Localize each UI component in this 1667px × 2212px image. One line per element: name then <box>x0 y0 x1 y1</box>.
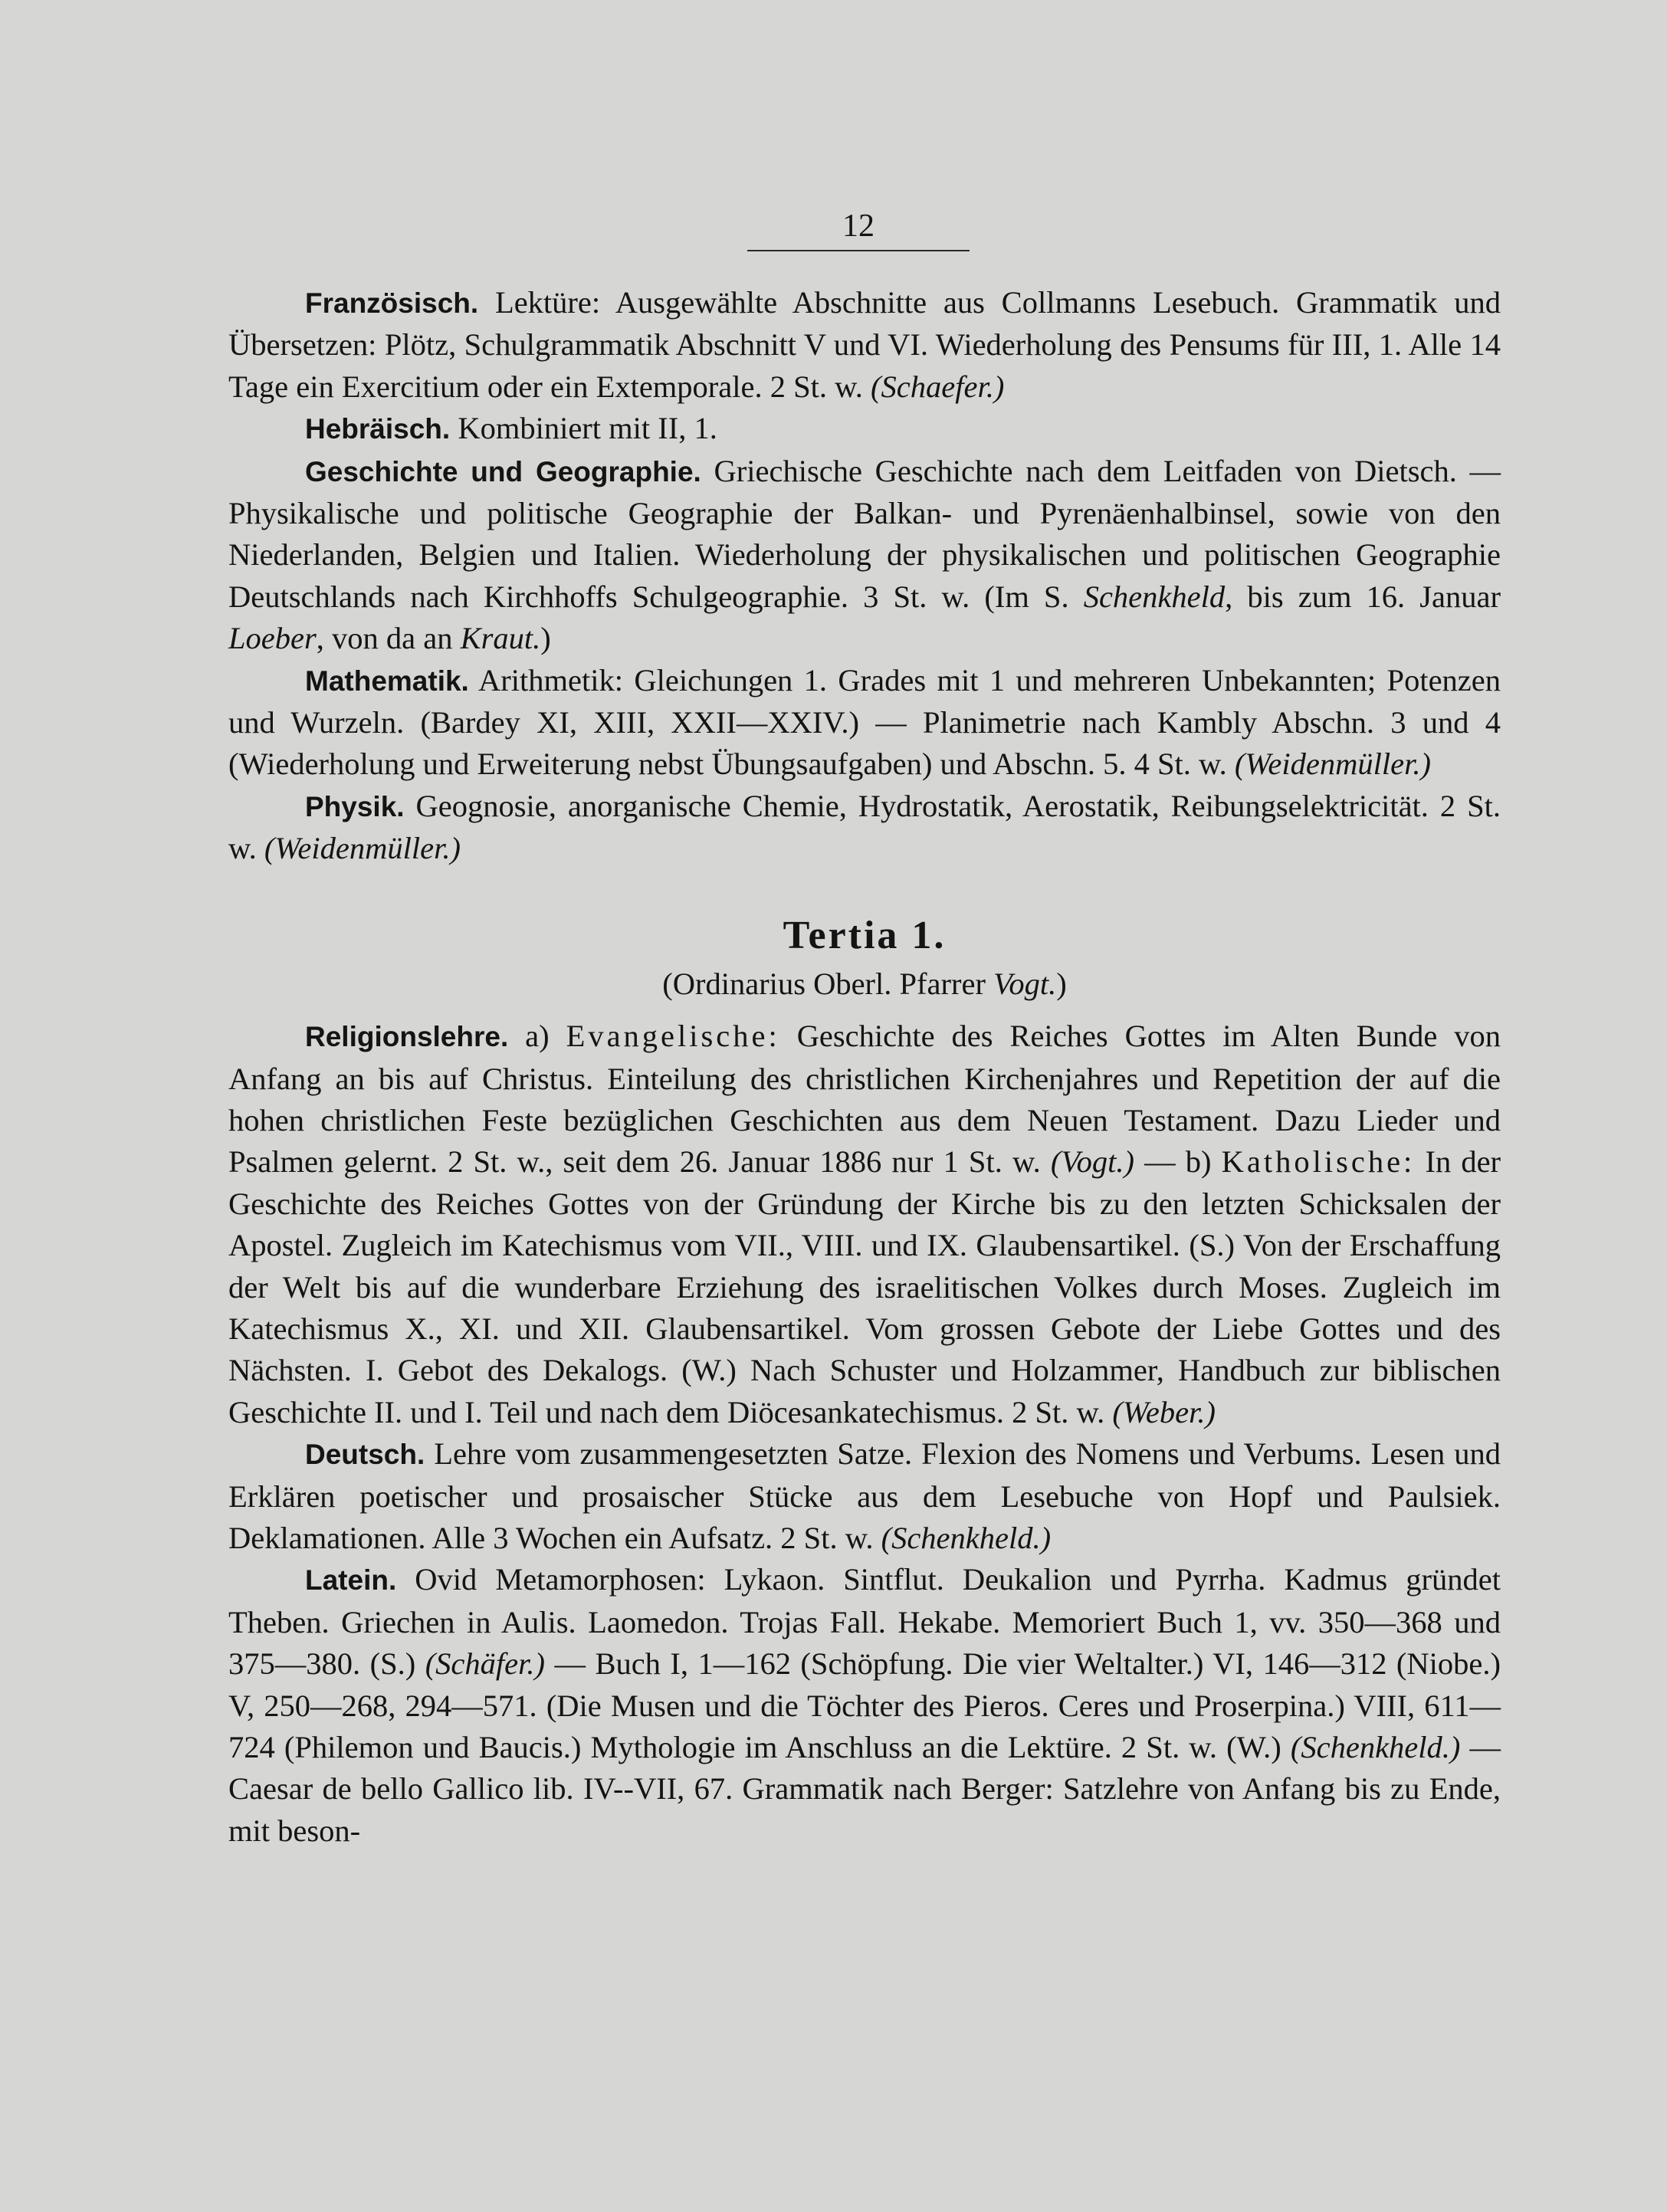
header-rule <box>747 250 970 251</box>
paragraph-mathematik <box>228 660 1501 786</box>
section-title: Tertia 1. <box>783 913 947 957</box>
teacher-name: (Weber.) <box>1112 1394 1216 1429</box>
body-text <box>228 282 1501 1852</box>
teacher-name: Vogt. <box>993 966 1057 1001</box>
paragraph-text: , von da an <box>316 621 453 656</box>
paragraph-text: , bis zum 16. Januar <box>1225 579 1501 614</box>
subject-heading: Physik. <box>305 790 405 822</box>
paragraph-deutsch <box>228 1433 1501 1559</box>
paragraph-text: a) <box>525 1019 550 1054</box>
paragraph-text: — Buch I, 1—162 (Schöpfung. Die vier Weltalter.) VI, 146—312 (Niobe.) V, 250—268, 294—571. (Die Musen und die Töchter des Pieros. Ceres und Proserpina.) VIII, 611—724 (Philemon und Baucis.) Mythologie im Anschluss an die Lektüre. 2 St. w. (W.) <box>228 1646 1501 1764</box>
subject-heading: Geschichte und Geographie. <box>305 455 701 487</box>
paragraph-text: — Caesar de bello Gallico lib. IV--VII, 67. Grammatik nach Berger: Satzlehre von Anfang bis zu Ende, mit beson- <box>228 1730 1501 1848</box>
teacher-name: (Weidenmüller.) <box>1234 747 1431 782</box>
paragraph-text: Arithmetik: Gleichungen 1. Grades mit 1 und mehreren Unbekannten; Potenzen und Wurzeln. (Bardey XI, XIII, XXII—XXIV.) — Planimetrie nach Kambly Abschn. 3 und 4 (Wiederholung und Erweiterung nebst Übungsaufgaben) und Abschn. 5. 4 St. w. <box>228 662 1501 782</box>
paragraph-text: — b) <box>1144 1144 1212 1180</box>
spaced-term: Katholische: <box>1221 1144 1416 1180</box>
page-number: 12 <box>842 208 875 244</box>
paragraph-text: Ovid Metamorphosen: Lykaon. Sintflut. Deukalion und Pyrrha. Kadmus gründet Theben. Griechen in Aulis. Laomedon. Trojas Fall. Hekabe. Memoriert Buch 1, vv. 350—368 und 375—380. (S.) <box>228 1562 1501 1682</box>
paragraph-text: Geognosie, anorganische Chemie, Hydrostatik, Aerostatik, Reibungselektricität. 2 St. w. <box>228 788 1501 866</box>
teacher-name: (Vogt.) <box>1050 1144 1134 1180</box>
subject-heading: Latein. <box>305 1564 397 1597</box>
subject-heading: Hebräisch. <box>305 413 451 445</box>
subject-heading: Deutsch. <box>305 1439 425 1471</box>
subtitle-text: ) <box>1056 966 1067 1001</box>
paragraph-latein <box>228 1559 1501 1852</box>
section-subtitle <box>228 963 1501 1005</box>
spaced-term: Evangelische: <box>566 1019 780 1054</box>
teacher-name: (Schenkheld.) <box>1290 1730 1461 1764</box>
teacher-name: (Schaefer.) <box>871 369 1005 404</box>
paragraph-hebraeisch <box>228 408 1501 450</box>
paragraph-geschichte <box>228 451 1501 660</box>
teacher-name: (Weidenmüller.) <box>264 831 461 866</box>
teacher-name: Loeber <box>228 621 317 656</box>
subject-heading: Religionslehre. <box>305 1021 509 1053</box>
teacher-name: (Schenkheld.) <box>881 1520 1052 1555</box>
subject-heading: Mathematik. <box>305 665 469 697</box>
paragraph-text: Griechische Geschichte nach dem Leitfaden von Dietsch. — Physikalische und politische Geographie der Balkan- und Pyrenäenhalbinsel, sowie von den Niederlanden, Belgien und Italien. Wiederholung der physikalischen und politischen Geographie Deutschlands nach Kirchhoffs Schulgeographie. 3 St. w. (Im S. <box>228 453 1501 614</box>
teacher-name: Kraut. <box>460 621 541 656</box>
teacher-name: Schenkheld <box>1083 579 1226 614</box>
paragraph-text: Geschichte des Reiches Gottes im Alten Bunde von Anfang an bis auf Christus. Einteilung des christlichen Kirchenjahres und Repetition der auf die hohen christlichen Feste bezüglichen Geschichten aus dem Neuen Testament. Dazu Lieder und Psalmen gelernt. 2 St. w., seit dem 26. Januar 1886 nur 1 St. w. <box>228 1019 1501 1180</box>
paragraph-text: Lehre vom zusammengesetzten Satze. Flexion des Nomens und Verbums. Lesen und Erklären poetischer und prosaischer Stücke aus dem Lesebuche von Hopf und Paulsiek. Deklamationen. Alle 3 Wochen ein Aufsatz. 2 St. w. <box>228 1436 1501 1555</box>
paragraph-franzoesisch <box>228 282 1501 408</box>
subtitle-text: (Ordinarius Oberl. Pfarrer <box>662 966 986 1001</box>
teacher-name: (Schäfer.) <box>425 1646 546 1682</box>
subject-heading: Französisch. <box>305 287 479 319</box>
paragraph-religionslehre <box>228 1016 1501 1433</box>
paragraph-text: Kombiniert mit II, 1. <box>458 411 717 446</box>
paragraph-physik <box>228 786 1501 870</box>
paragraph-text: ) <box>540 621 551 656</box>
paragraph-text: Lektüre: Ausgewählte Abschnitte aus Collmanns Lesebuch. Grammatik und Übersetzen: Plötz, Schulgrammatik Abschnitt V und VI. Wiederholung des Pensums für III, 1. Alle 14 Tage ein Exercitium oder ein Extemporale. 2 St. w. <box>228 285 1501 404</box>
paragraph-text: In der Geschichte des Reiches Gottes von der Gründung der Kirche bis zu den letzten Schicksalen der Apostel. Zugleich im Katechismus vom VII., VIII. und IX. Glaubensartikel. (S.) Von der Erschaffung der Welt bis auf die wunderbare Erziehung des israelitischen Volkes durch Moses. Zugleich im Katechismus X., XI. und XII. Glaubensartikel. Vom grossen Gebote der Liebe Gottes und des Nächsten. I. Gebot des Dekalogs. (W.) Nach Schuster und Holzammer, Handbuch zur biblischen Geschichte II. und I. Teil und nach dem Diöcesankatechismus. 2 St. w. <box>228 1144 1501 1429</box>
